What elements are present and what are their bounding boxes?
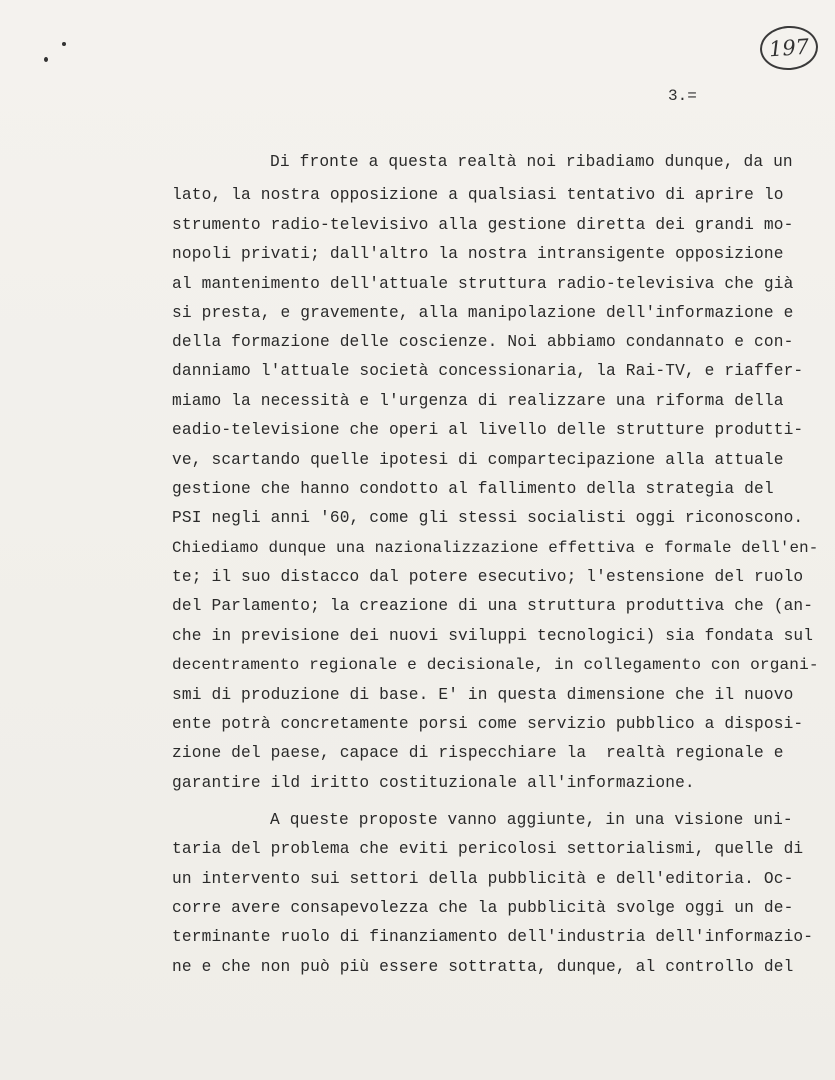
text-line: zione del paese, capace di rispecchiare la realtà regionale e — [172, 744, 784, 762]
text-line: miamo la necessità e l'urgenza di realizzare una riforma della — [172, 392, 784, 410]
archive-number-stamp: 197 — [759, 24, 820, 72]
text-line: decentramento regionale e decisionale, in collegamento con organi- — [172, 656, 819, 674]
text-line: danniamo l'attuale società concessionaria, la Rai-TV, e riaffer- — [172, 362, 804, 380]
text-line: corre avere consapevolezza che la pubblicità svolge oggi un de- — [172, 899, 794, 917]
text-line: Chiediamo dunque una nazionalizzazione effettiva e formale dell'en- — [172, 539, 819, 557]
text-line: smi di produzione di base. E' in questa dimensione che il nuovo — [172, 686, 794, 704]
text-line: terminante ruolo di finanziamento dell'industria dell'informazio- — [172, 928, 814, 946]
text-line: PSI negli anni '60, come gli stessi socialisti oggi riconoscono. — [172, 509, 804, 527]
text-line: eadio-televisione che operi al livello delle strutture produtti- — [172, 421, 804, 439]
ink-speck — [62, 42, 66, 46]
text-line: lato, la nostra opposizione a qualsiasi tentativo di aprire lo — [172, 186, 784, 204]
text-line: un intervento sui settori della pubblicità e dell'editoria. Oc- — [172, 870, 794, 888]
text-line: strumento radio-televisivo alla gestione diretta dei grandi mo- — [172, 216, 794, 234]
page-number: 3.= — [668, 87, 697, 105]
text-line: ne e che non può più essere sottratta, dunque, al controllo del — [172, 958, 794, 976]
text-line: taria del problema che eviti pericolosi settorialismi, quelle di — [172, 840, 804, 858]
text-line: A queste proposte vanno aggiunte, in una visione uni- — [270, 811, 793, 829]
text-line: si presta, e gravemente, alla manipolazione dell'informazione e — [172, 304, 794, 322]
text-line: che in previsione dei nuovi sviluppi tecnologici) sia fondata sul — [172, 627, 814, 645]
text-line: te; il suo distacco dal potere esecutivo; l'estensione del ruolo — [172, 568, 804, 586]
text-line: Di fronte a questa realtà noi ribadiamo dunque, da un — [270, 153, 793, 171]
text-line: della formazione delle coscienze. Noi abbiamo condannato e con- — [172, 333, 794, 351]
text-line: del Parlamento; la creazione di una struttura produttiva che (an- — [172, 597, 814, 615]
text-line: garantire ild iritto costituzionale all'informazione. — [172, 774, 695, 792]
text-line: nopoli privati; dall'altro la nostra intransigente opposizione — [172, 245, 784, 263]
text-line: gestione che hanno condotto al fallimento della strategia del — [172, 480, 774, 498]
text-line: ve, scartando quelle ipotesi di compartecipazione alla attuale — [172, 451, 784, 469]
text-line: al mantenimento dell'attuale struttura radio-televisiva che già — [172, 275, 794, 293]
ink-speck — [44, 57, 48, 62]
text-line: ente potrà concretamente porsi come servizio pubblico a disposi- — [172, 715, 804, 733]
